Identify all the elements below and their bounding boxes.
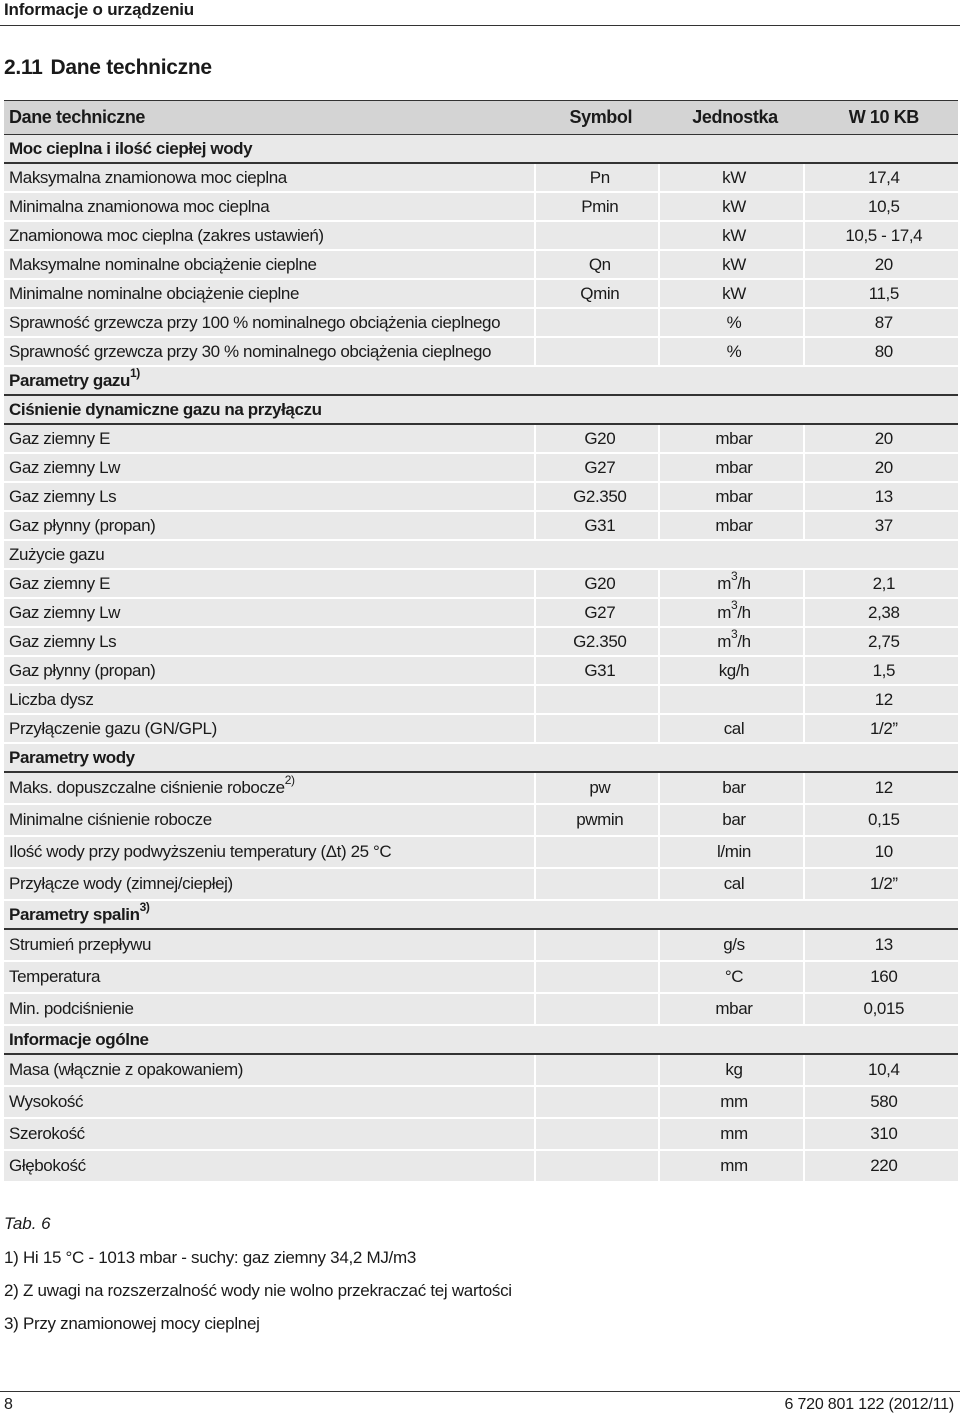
parameter-label: Szerokość	[9, 1124, 85, 1143]
symbol-cell: Pmin	[536, 193, 660, 222]
parameter-label: Liczba dysz	[9, 689, 94, 709]
unit: kW	[722, 196, 746, 216]
unit: mm	[720, 1092, 748, 1111]
group-label: Parametry gazu	[9, 370, 131, 390]
table-row	[4, 425, 958, 454]
table-row	[4, 628, 958, 657]
parameter-cell	[4, 994, 536, 1026]
unit-cell	[660, 715, 804, 744]
table-row	[4, 869, 958, 901]
group-label: Parametry wody	[9, 747, 135, 767]
unit: g/s	[723, 935, 745, 954]
unit: mbar	[715, 486, 753, 506]
parameter-cell	[4, 193, 536, 222]
parameter-label: Gaz płynny (propan)	[9, 660, 156, 680]
parameter-cell	[4, 1087, 536, 1119]
unit: kW	[722, 283, 746, 303]
footer-divider	[0, 1391, 960, 1392]
parameter-label: Maksymalne nominalne obciążenie cieplne	[9, 254, 317, 274]
table-row	[4, 773, 958, 805]
value-cell: 13	[805, 483, 958, 512]
table-row	[4, 805, 958, 837]
unit-cell	[660, 628, 804, 657]
table-group-row	[4, 541, 958, 570]
unit-cell	[660, 512, 804, 541]
unit-cell	[660, 837, 804, 869]
table-group-row	[4, 135, 958, 164]
value-cell: 10,4	[805, 1055, 958, 1087]
unit: kW	[722, 225, 746, 245]
footnote: 3) Przy znamionowej mocy cieplnej	[4, 1314, 260, 1333]
value-cell: 10	[805, 837, 958, 869]
unit-cell	[660, 930, 804, 962]
unit-exponent: 3	[731, 597, 738, 612]
parameter-label: Gaz ziemny Lw	[9, 602, 121, 622]
table-row	[4, 280, 958, 309]
table-group-row	[4, 901, 958, 930]
parameter-cell	[4, 962, 536, 994]
parameter-label: Przyłącze wody (zimnej/ciepłej)	[9, 874, 233, 893]
symbol-cell: Qmin	[536, 280, 660, 309]
value-cell: 20	[805, 454, 958, 483]
parameter-label: Sprawność grzewcza przy 100 % nominalnego obciążenia cieplnego	[9, 312, 501, 332]
parameter-cell	[4, 222, 536, 251]
symbol-cell	[536, 686, 660, 715]
symbol-cell: G2.350	[536, 628, 660, 657]
group-label: Ciśnienie dynamiczne gazu na przyłączu	[9, 399, 322, 419]
symbol-cell: G27	[536, 599, 660, 628]
value-cell: 310	[805, 1119, 958, 1151]
parameter-cell	[4, 1151, 536, 1181]
value-cell: 12	[805, 686, 958, 715]
table-row	[4, 222, 958, 251]
value-cell: 0,15	[805, 805, 958, 837]
parameter-cell	[4, 773, 536, 805]
group-label-cell	[4, 744, 958, 773]
symbol-cell	[536, 837, 660, 869]
value-cell: 2,1	[805, 570, 958, 599]
symbol-cell: Pn	[536, 164, 660, 193]
parameter-label: Minimalna znamionowa moc cieplna	[9, 196, 270, 216]
table-row	[4, 599, 958, 628]
table-row	[4, 483, 958, 512]
value-cell: 2,75	[805, 628, 958, 657]
parameter-label: Gaz ziemny Lw	[9, 457, 121, 477]
value-cell: 20	[805, 251, 958, 280]
group-label-cell	[4, 367, 958, 396]
unit-cell	[660, 251, 804, 280]
parameter-cell	[4, 251, 536, 280]
footnote: 2) Z uwagi na rozszerzalność wody nie wolno przekraczać tej wartości	[4, 1281, 512, 1300]
value-cell: 1/2”	[805, 869, 958, 901]
value-cell: 80	[805, 338, 958, 367]
parameter-cell	[4, 869, 536, 901]
parameter-label: Wysokość	[9, 1092, 84, 1111]
parameter-label: Głębokość	[9, 1156, 86, 1175]
symbol-cell: G20	[536, 425, 660, 454]
unit: bar	[722, 778, 746, 797]
parameter-label: Znamionowa moc cieplna (zakres ustawień)	[9, 225, 324, 245]
unit: mm	[720, 1124, 748, 1143]
header-title: Informacje o urządzeniu	[4, 0, 194, 19]
symbol-cell	[536, 994, 660, 1026]
parameter-label: Strumień przepływu	[9, 935, 152, 954]
unit: mbar	[715, 515, 753, 535]
footnotes	[4, 1247, 512, 1346]
parameter-label: Gaz płynny (propan)	[9, 515, 156, 535]
value-cell: 0,015	[805, 994, 958, 1026]
table-body	[4, 135, 958, 1181]
unit: bar	[722, 810, 746, 829]
unit-suffix: /h	[737, 631, 751, 651]
parameter-label: Gaz ziemny Ls	[9, 631, 117, 651]
unit-cell	[660, 483, 804, 512]
section-heading: Dane techniczne	[50, 56, 212, 79]
unit: °C	[724, 967, 744, 986]
parameter-label: Maksymalna znamionowa moc cieplna	[9, 167, 287, 187]
parameter-cell	[4, 1119, 536, 1151]
unit: m	[717, 573, 732, 593]
unit-cell	[660, 570, 804, 599]
parameter-cell	[4, 628, 536, 657]
unit: cal	[723, 874, 745, 893]
parameter-label: Gaz ziemny E	[9, 573, 111, 593]
unit-exponent: 3	[731, 626, 738, 641]
value-cell: 17,4	[805, 164, 958, 193]
unit: l/min	[717, 842, 751, 861]
parameter-cell	[4, 570, 536, 599]
value-cell: 10,5 - 17,4	[805, 222, 958, 251]
unit-cell	[660, 1119, 804, 1151]
value-cell: 20	[805, 425, 958, 454]
parameter-cell	[4, 657, 536, 686]
unit-cell	[660, 338, 804, 367]
value-cell: 580	[805, 1087, 958, 1119]
table-group-row	[4, 367, 958, 396]
parameter-cell	[4, 1055, 536, 1087]
unit: kg/h	[718, 660, 750, 680]
table-row	[4, 962, 958, 994]
unit-cell	[660, 994, 804, 1026]
symbol-cell	[536, 1087, 660, 1119]
unit: mbar	[715, 999, 753, 1018]
table-row	[4, 570, 958, 599]
value-cell: 10,5	[805, 193, 958, 222]
parameter-cell	[4, 837, 536, 869]
unit-cell	[660, 1055, 804, 1087]
value-cell: 12	[805, 773, 958, 805]
parameter-cell	[4, 483, 536, 512]
parameter-cell	[4, 805, 536, 837]
section-number: 2.11	[4, 56, 43, 79]
table-row	[4, 715, 958, 744]
document-number: 6 720 801 122 (2012/11)	[784, 1396, 954, 1413]
symbol-cell	[536, 869, 660, 901]
table-group-row	[4, 744, 958, 773]
column-header: Jednostka	[660, 100, 804, 135]
table-row	[4, 193, 958, 222]
symbol-cell	[536, 1119, 660, 1151]
table-caption: Tab. 6	[4, 1214, 51, 1233]
table-header-row	[4, 100, 958, 135]
value-cell: 220	[805, 1151, 958, 1181]
footnote: 1) Hi 15 °C - 1013 mbar - suchy: gaz ziemny 34,2 MJ/m3	[4, 1248, 416, 1267]
unit-cell	[660, 686, 804, 715]
table-row	[4, 512, 958, 541]
unit: kW	[722, 254, 746, 274]
group-label-cell	[4, 901, 958, 930]
page-number: 8	[4, 1396, 13, 1413]
parameter-label: Min. podciśnienie	[9, 999, 134, 1018]
parameter-cell	[4, 309, 536, 338]
unit-cell	[660, 425, 804, 454]
symbol-cell: pw	[536, 773, 660, 805]
unit-cell	[660, 869, 804, 901]
table-row	[4, 837, 958, 869]
unit: mbar	[715, 428, 753, 448]
table-row	[4, 657, 958, 686]
symbol-cell: G31	[536, 512, 660, 541]
footnote-ref: 2)	[284, 773, 295, 788]
parameter-cell	[4, 454, 536, 483]
unit-suffix: /h	[737, 573, 751, 593]
value-cell: 37	[805, 512, 958, 541]
section-title	[4, 56, 212, 80]
unit: cal	[723, 718, 745, 738]
table-row	[4, 309, 958, 338]
parameter-label: Temperatura	[9, 967, 101, 986]
symbol-cell	[536, 1151, 660, 1181]
parameter-cell	[4, 686, 536, 715]
parameter-cell	[4, 930, 536, 962]
symbol-cell	[536, 1055, 660, 1087]
unit: %	[726, 312, 742, 332]
unit: kW	[722, 167, 746, 187]
footnote-ref: 1)	[130, 365, 140, 380]
table-group-row	[4, 1026, 958, 1055]
unit-cell	[660, 773, 804, 805]
unit-exponent: 3	[731, 568, 738, 583]
table-row	[4, 1119, 958, 1151]
unit-cell	[660, 280, 804, 309]
value-cell: 1,5	[805, 657, 958, 686]
parameter-cell	[4, 280, 536, 309]
symbol-cell	[536, 222, 660, 251]
parameter-cell	[4, 512, 536, 541]
unit-cell	[660, 309, 804, 338]
unit-cell	[660, 1151, 804, 1181]
parameter-label: Gaz ziemny E	[9, 428, 111, 448]
table-row	[4, 1055, 958, 1087]
symbol-cell: G20	[536, 570, 660, 599]
column-header: W 10 KB	[805, 100, 958, 135]
unit: kg	[725, 1060, 743, 1079]
unit: m	[717, 631, 732, 651]
column-header: Symbol	[536, 100, 660, 135]
unit-cell	[660, 193, 804, 222]
unit-cell	[660, 1087, 804, 1119]
table-row	[4, 1151, 958, 1181]
group-label-cell	[4, 541, 958, 570]
unit-cell	[660, 962, 804, 994]
symbol-cell	[536, 930, 660, 962]
parameter-label: Gaz ziemny Ls	[9, 486, 117, 506]
table-row	[4, 1087, 958, 1119]
unit-cell	[660, 657, 804, 686]
parameter-label: Masa (włącznie z opakowaniem)	[9, 1060, 244, 1079]
table-row	[4, 994, 958, 1026]
unit: mm	[720, 1156, 748, 1175]
parameter-label: Sprawność grzewcza przy 30 % nominalnego obciążenia cieplnego	[9, 341, 492, 361]
symbol-cell	[536, 309, 660, 338]
parameter-label: Minimalne ciśnienie robocze	[9, 810, 212, 829]
symbol-cell: pwmin	[536, 805, 660, 837]
group-label-cell	[4, 135, 958, 164]
table-row	[4, 930, 958, 962]
unit: %	[726, 341, 742, 361]
unit-cell	[660, 222, 804, 251]
column-header: Dane techniczne	[4, 100, 536, 135]
symbol-cell: Qn	[536, 251, 660, 280]
footnote-ref: 3)	[139, 899, 150, 914]
parameter-label: Minimalne nominalne obciążenie cieplne	[9, 283, 300, 303]
value-cell: 1/2”	[805, 715, 958, 744]
value-cell: 13	[805, 930, 958, 962]
value-cell: 2,38	[805, 599, 958, 628]
parameter-label: Maks. dopuszczalne ciśnienie robocze	[9, 778, 285, 797]
value-cell: 160	[805, 962, 958, 994]
unit: mbar	[715, 457, 753, 477]
table-row	[4, 454, 958, 483]
symbol-cell	[536, 338, 660, 367]
unit-cell	[660, 805, 804, 837]
symbol-cell	[536, 715, 660, 744]
symbol-cell: G2.350	[536, 483, 660, 512]
table-row	[4, 686, 958, 715]
parameter-cell	[4, 164, 536, 193]
group-label-cell	[4, 396, 958, 425]
unit-cell	[660, 454, 804, 483]
parameter-label: Ilość wody przy podwyższeniu temperatury (Δt) 25 °C	[9, 842, 392, 861]
group-label: Moc cieplna i ilość ciepłej wody	[9, 138, 253, 158]
value-cell: 87	[805, 309, 958, 338]
value-cell: 11,5	[805, 280, 958, 309]
group-label: Informacje ogólne	[9, 1029, 149, 1049]
table-row	[4, 164, 958, 193]
table-group-row	[4, 396, 958, 425]
parameter-cell	[4, 338, 536, 367]
table-row	[4, 338, 958, 367]
group-label: Zużycie gazu	[9, 544, 105, 564]
symbol-cell: G31	[536, 657, 660, 686]
group-label-cell	[4, 1026, 958, 1055]
symbol-cell	[536, 962, 660, 994]
group-label: Parametry spalin	[9, 904, 140, 924]
unit: m	[717, 602, 732, 622]
unit-cell	[660, 164, 804, 193]
technical-data-table	[4, 100, 958, 1181]
unit-suffix: /h	[737, 602, 751, 622]
table-row	[4, 251, 958, 280]
parameter-cell	[4, 425, 536, 454]
page-header	[0, 0, 960, 26]
unit-cell	[660, 599, 804, 628]
symbol-cell: G27	[536, 454, 660, 483]
parameter-label: Przyłączenie gazu (GN/GPL)	[9, 718, 217, 738]
parameter-cell	[4, 715, 536, 744]
parameter-cell	[4, 599, 536, 628]
